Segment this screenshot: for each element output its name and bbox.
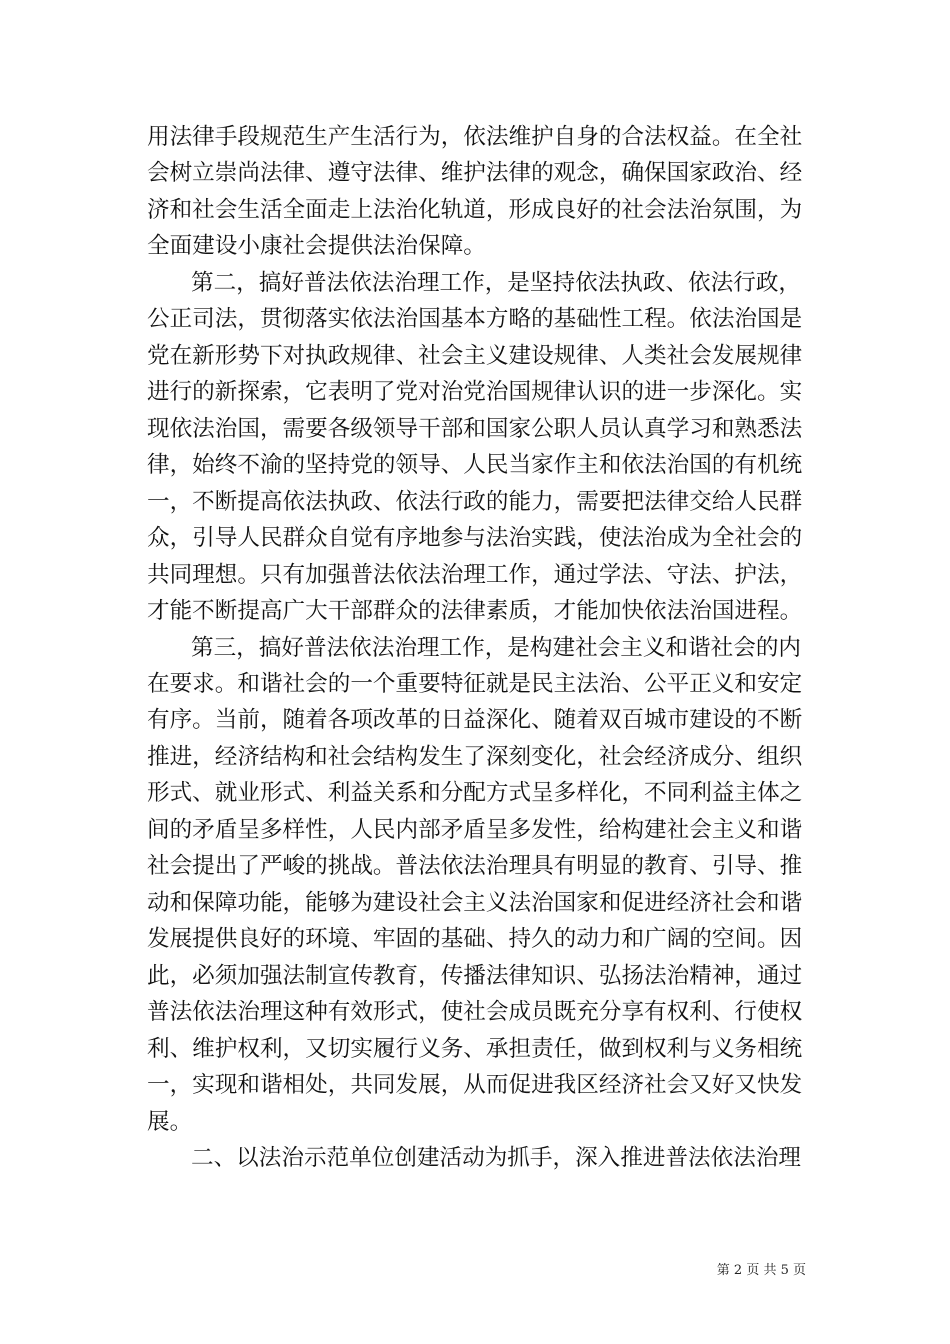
text-line: 间的矛盾呈多样性，人民内部矛盾呈多发性，给构建社会主义和谐: [147, 817, 803, 843]
text-line: 在要求。和谐社会的一个重要特征就是民主法治、公平正义和安定: [147, 671, 803, 697]
text-line: 用法律手段规范生产生活行为，依法维护自身的合法权益。在全社: [147, 124, 803, 150]
text-line: 一，不断提高依法执政、依法行政的能力，需要把法律交给人民群: [147, 489, 803, 515]
paragraph-first-line: 第三，搞好普法依法治理工作，是构建社会主义和谐社会的内: [191, 635, 802, 661]
section-heading: 二、以法治示范单位创建活动为抓手，深入推进普法依法治理: [191, 1145, 802, 1171]
text-line: 动和保障功能，能够为建设社会主义法治国家和促进经济社会和谐: [147, 890, 803, 916]
text-line: 此，必须加强法制宣传教育，传播法律知识、弘扬法治精神，通过: [147, 963, 803, 989]
text-line: 众，引导人民群众自觉有序地参与法治实践，使法治成为全社会的: [147, 525, 803, 551]
text-line: 利、维护权利，又切实履行义务、承担责任，做到权利与义务相统: [147, 1036, 803, 1062]
text-line: 党在新形势下对执政规律、社会主义建设规律、人类社会发展规律: [147, 343, 803, 369]
text-line: 一，实现和谐相处，共同发展，从而促进我区经济社会又好又快发: [147, 1072, 803, 1098]
text-line: 全面建设小康社会提供法治保障。: [147, 233, 486, 259]
text-line: 社会提出了严峻的挑战。普法依法治理具有明显的教育、引导、推: [147, 853, 803, 879]
text-line: 现依法治国，需要各级领导干部和国家公职人员认真学习和熟悉法: [147, 416, 803, 442]
text-line: 才能不断提高广大干部群众的法律素质，才能加快依法治国进程。: [147, 598, 803, 624]
text-line: 有序。当前，随着各项改革的日益深化、随着双百城市建设的不断: [147, 707, 803, 733]
text-line: 会树立崇尚法律、遵守法律、维护法律的观念，确保国家政治、经: [147, 160, 803, 186]
text-line: 普法依法治理这种有效形式，使社会成员既充分享有权利、行使权: [147, 999, 803, 1025]
text-line: 形式、就业形式、利益关系和分配方式呈多样化，不同利益主体之: [147, 780, 803, 806]
paragraph-first-line: 第二，搞好普法依法治理工作，是坚持依法执政、依法行政，: [191, 270, 802, 296]
text-line: 律，始终不渝的坚持党的领导、人民当家作主和依法治国的有机统: [147, 452, 803, 478]
page-number: 第 2 页 共 5 页: [716, 1263, 806, 1278]
text-line: 发展提供良好的环境、牢固的基础、持久的动力和广阔的空间。因: [147, 926, 803, 952]
text-line: 济和社会生活全面走上法治化轨道，形成良好的社会法治氛围，为: [147, 197, 803, 223]
text-line: 展。: [147, 1109, 193, 1135]
text-line: 共同理想。只有加强普法依法治理工作，通过学法、守法、护法，: [147, 562, 803, 588]
text-line: 公正司法，贯彻落实依法治国基本方略的基础性工程。依法治国是: [147, 306, 803, 332]
text-line: 推进，经济结构和社会结构发生了深刻变化，社会经济成分、组织: [147, 744, 803, 770]
text-line: 进行的新探索，它表明了党对治党治国规律认识的进一步深化。实: [147, 379, 803, 405]
